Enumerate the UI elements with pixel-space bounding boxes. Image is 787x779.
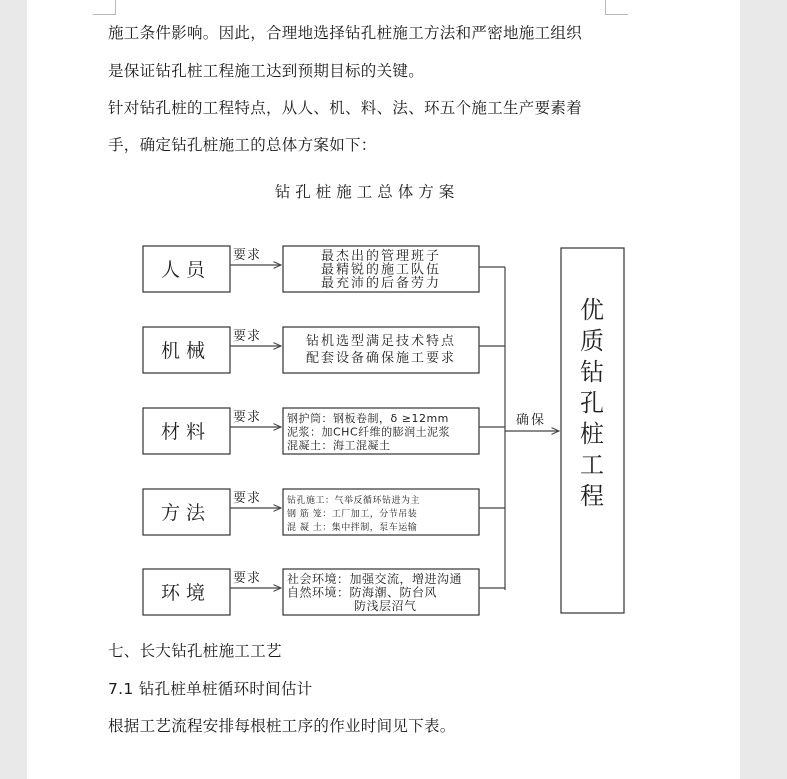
subsection-heading: 7.1 钻孔桩单桩循环时间估计: [108, 680, 313, 698]
detail-line: 最精锐的施工队伍: [320, 262, 442, 278]
diagram-row: [143, 408, 505, 454]
result-char: 优: [580, 296, 604, 324]
detail-line: 最杰出的管理班子: [320, 249, 442, 264]
detail-line: 防浅层沼气: [354, 599, 417, 613]
factor-label: 人员: [160, 259, 212, 281]
detail-line: 钢护筒：钢板卷制，δ ≥12mm: [287, 412, 449, 425]
ensure-label: 确保: [515, 413, 547, 428]
factor-label: 方法: [160, 502, 212, 524]
ensure-connector: [505, 267, 559, 590]
paragraph-line-2: 是保证钻孔桩工程施工达到预期目标的关键。: [108, 62, 425, 80]
requirement-label: 要求: [232, 491, 262, 506]
detail-line: 钻孔施工：气举反循环钻进为主: [287, 496, 421, 506]
result-char: 程: [580, 482, 604, 510]
result-box: [561, 248, 624, 613]
result-char: 孔: [580, 389, 604, 417]
result-char: 工: [580, 451, 604, 479]
detail-line: 社会环境：加强交流，增进沟通: [287, 572, 463, 586]
diagram-row: [143, 569, 505, 615]
requirement-label: 要求: [232, 571, 262, 586]
detail-line: 自然环境：防海潮、防台风: [287, 585, 438, 600]
diagram-title: 钻孔桩施工总体方案: [274, 183, 460, 201]
detail-line: 配套设备确保施工要求: [305, 351, 457, 366]
result-label: [580, 296, 604, 510]
paragraph-line-3: 针对钻孔桩的工程特点，从人、机、料、法、环五个施工生产要素着: [108, 99, 583, 117]
diagram-row: [143, 327, 505, 373]
result-char: 质: [580, 327, 604, 355]
detail-line: 钢 筋 笼：工厂加工，分节吊装: [287, 509, 418, 520]
result-char: 钻: [580, 358, 604, 386]
detail-line: 最充沛的后备劳力: [320, 276, 442, 291]
paragraph-line-1: 施工条件影响。因此，合理地选择钻孔桩施工方法和严密地施工组织: [108, 24, 583, 42]
factor-label: 机械: [160, 340, 212, 362]
detail-line: 泥浆：加CHC纤维的膨润土泥浆: [287, 425, 451, 439]
result-char: 桩: [580, 420, 604, 448]
diagram-row: [143, 246, 505, 292]
requirement-label: 要求: [232, 248, 262, 263]
closing-paragraph: 根据工艺流程安排每根桩工序的作业时间见下表。: [108, 717, 456, 735]
factor-label: 环境: [160, 582, 212, 604]
detail-line: 钻机选型满足技术特点: [305, 334, 457, 349]
diagram-row: [143, 489, 505, 535]
requirement-label: 要求: [232, 410, 262, 425]
section-heading: 七、长大钻孔桩施工工艺: [108, 642, 282, 660]
detail-line: 混凝土：海工混凝土: [287, 439, 391, 452]
detail-line: 混 凝 土：集中拌制，泵车运输: [287, 523, 418, 533]
requirement-label: 要求: [232, 329, 262, 344]
paragraph-line-4: 手，确定钻孔桩施工的总体方案如下：: [108, 136, 377, 154]
diagram-rows: [143, 246, 505, 615]
factor-label: 材料: [160, 421, 212, 443]
